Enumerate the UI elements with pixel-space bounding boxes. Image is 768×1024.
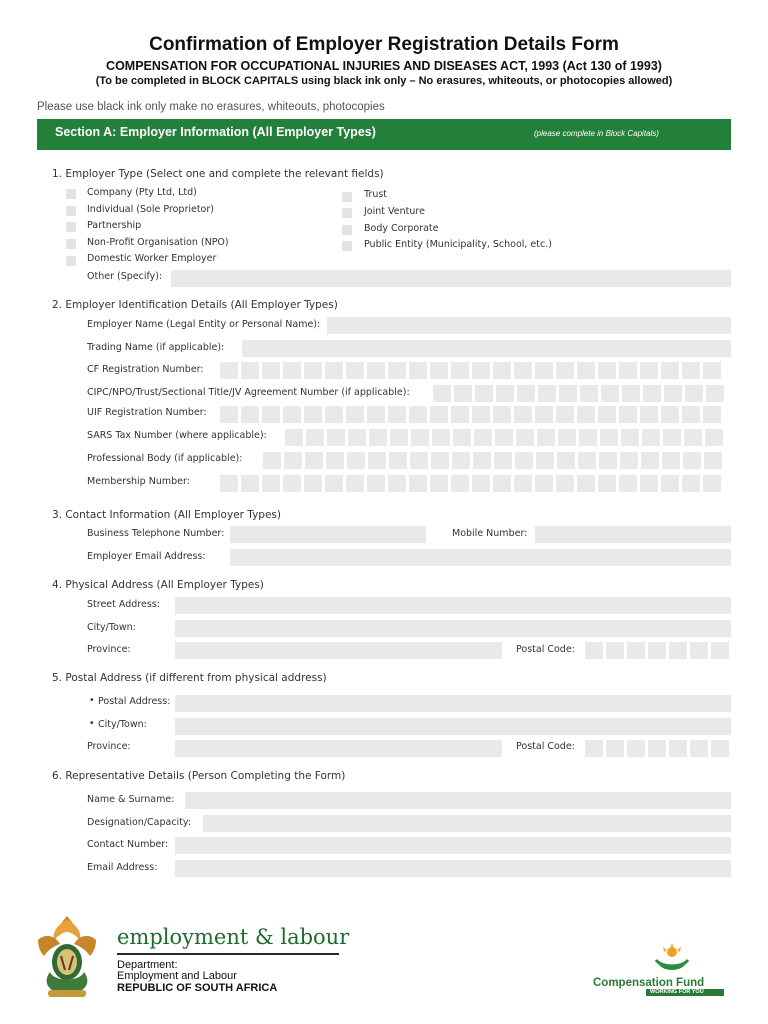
- checkbox-body-corporate[interactable]: [342, 225, 352, 235]
- email-label: Employer Email Address:: [87, 551, 206, 562]
- form-title: Confirmation of Employer Registration Details Form: [149, 34, 619, 55]
- cf-name: Compensation Fund: [593, 977, 705, 989]
- checkbox-company[interactable]: [66, 189, 76, 199]
- street-label: Street Address:: [87, 599, 160, 610]
- option-body-corporate: Body Corporate: [364, 223, 439, 234]
- uif-label: UIF Registration Number:: [87, 407, 207, 418]
- street-field[interactable]: [175, 597, 731, 614]
- s6-heading: 6. Representative Details (Person Completing the Form): [52, 770, 346, 782]
- city-label: City/Town:: [87, 622, 136, 633]
- other-label: Other (Specify):: [87, 271, 163, 282]
- cf-tagline: WORKING FOR YOU: [650, 989, 704, 995]
- coat-of-arms-icon: [30, 910, 104, 1002]
- option-partnership: Partnership: [87, 220, 142, 231]
- rep-contact-label: Contact Number:: [87, 839, 169, 850]
- option-domestic: Domestic Worker Employer: [87, 253, 217, 264]
- employer-name-field[interactable]: [327, 317, 731, 334]
- mobile-field[interactable]: [535, 526, 731, 543]
- act-subtitle: COMPENSATION FOR OCCUPATIONAL INJURIES AND DISEASES ACT, 1993 (Act 130 of 1993): [106, 59, 662, 73]
- postal-address-label: Postal Address:: [98, 696, 171, 707]
- rep-email-label: Email Address:: [87, 862, 158, 873]
- business-tel-field[interactable]: [230, 526, 426, 543]
- cipc-cells[interactable]: [433, 385, 724, 402]
- dept-logo-text: employment & labour: [117, 925, 350, 949]
- option-trust: Trust: [364, 189, 388, 200]
- membership-cells[interactable]: [220, 475, 721, 492]
- rep-name-field[interactable]: [185, 792, 731, 809]
- postal-postal-code-cells[interactable]: [585, 740, 729, 757]
- postal-city-field[interactable]: [175, 718, 731, 735]
- s4-heading: 4. Physical Address (All Employer Types): [52, 579, 264, 591]
- ink-instruction: Please use black ink only make no erasures, whiteouts, photocopies: [37, 101, 385, 113]
- postal-province-label: Province:: [87, 741, 131, 752]
- postal-postal-code-label: Postal Code:: [516, 741, 575, 752]
- checkbox-domestic[interactable]: [66, 256, 76, 266]
- option-individual: Individual (Sole Proprietor): [87, 204, 214, 215]
- designation-field[interactable]: [203, 815, 731, 832]
- bullet-2: •: [89, 718, 95, 729]
- province-label: Province:: [87, 644, 131, 655]
- city-field[interactable]: [175, 620, 731, 637]
- rep-name-label: Name & Surname:: [87, 794, 175, 805]
- prof-body-cells[interactable]: [263, 452, 722, 469]
- mobile-label: Mobile Number:: [452, 528, 528, 539]
- checkbox-joint-venture[interactable]: [342, 208, 352, 218]
- province-field[interactable]: [175, 642, 502, 659]
- option-public-entity: Public Entity (Municipality, School, etc.): [364, 239, 552, 250]
- membership-label: Membership Number:: [87, 476, 190, 487]
- employer-name-label: Employer Name (Legal Entity or Personal Name):: [87, 319, 321, 330]
- compensation-fund-logo-icon: [652, 942, 692, 976]
- cf-reg-label: CF Registration Number:: [87, 364, 204, 375]
- option-company: Company (Pty Ltd, Ltd): [87, 187, 197, 198]
- postal-code-label: Postal Code:: [516, 644, 575, 655]
- option-joint-venture: Joint Venture: [364, 206, 425, 217]
- checkbox-partnership[interactable]: [66, 222, 76, 232]
- s2-heading: 2. Employer Identification Details (All Employer Types): [52, 299, 338, 311]
- checkbox-npo[interactable]: [66, 239, 76, 249]
- sars-label: SARS Tax Number (where applicable):: [87, 430, 267, 441]
- postal-city-label: City/Town:: [98, 719, 147, 730]
- dept-line-2: Employment and Labour: [117, 970, 237, 982]
- checkbox-individual[interactable]: [66, 206, 76, 216]
- sars-cells[interactable]: [285, 429, 723, 446]
- checkbox-trust[interactable]: [342, 192, 352, 202]
- dept-line-1: Department:: [117, 959, 178, 971]
- designation-label: Designation/Capacity:: [87, 817, 192, 828]
- checkbox-public-entity[interactable]: [342, 241, 352, 251]
- other-field[interactable]: [171, 270, 731, 287]
- option-npo: Non-Profit Organisation (NPO): [87, 237, 229, 248]
- postal-province-field[interactable]: [175, 740, 502, 757]
- cf-reg-cells[interactable]: [220, 362, 721, 379]
- dept-line-3: REPUBLIC OF SOUTH AFRICA: [117, 982, 278, 994]
- section-a-title: Section A: Employer Information (All Employer Types): [55, 125, 376, 139]
- section-a-note: (please complete in Block Capitals): [534, 129, 659, 138]
- rep-contact-field[interactable]: [175, 837, 731, 854]
- cipc-label: CIPC/NPO/Trust/Sectional Title/JV Agreement Number (if applicable):: [87, 387, 410, 398]
- business-tel-label: Business Telephone Number:: [87, 528, 225, 539]
- completion-note: (To be completed in BLOCK CAPITALS using black ink only – No erasures, whiteouts, or photocopies allowed): [95, 75, 673, 87]
- prof-body-label: Professional Body (if applicable):: [87, 453, 243, 464]
- bullet-1: •: [89, 695, 95, 706]
- uif-cells[interactable]: [220, 406, 721, 423]
- s5-heading: 5. Postal Address (if different from physical address): [52, 672, 327, 684]
- postal-address-field[interactable]: [175, 695, 731, 712]
- dept-divider: [117, 953, 339, 955]
- s1-heading: 1. Employer Type (Select one and complete the relevant fields): [52, 168, 384, 180]
- postal-code-cells[interactable]: [585, 642, 729, 659]
- s3-heading: 3. Contact Information (All Employer Types): [52, 509, 281, 521]
- trading-name-label: Trading Name (if applicable):: [87, 342, 225, 353]
- rep-email-field[interactable]: [175, 860, 731, 877]
- trading-name-field[interactable]: [242, 340, 731, 357]
- email-field[interactable]: [230, 549, 731, 566]
